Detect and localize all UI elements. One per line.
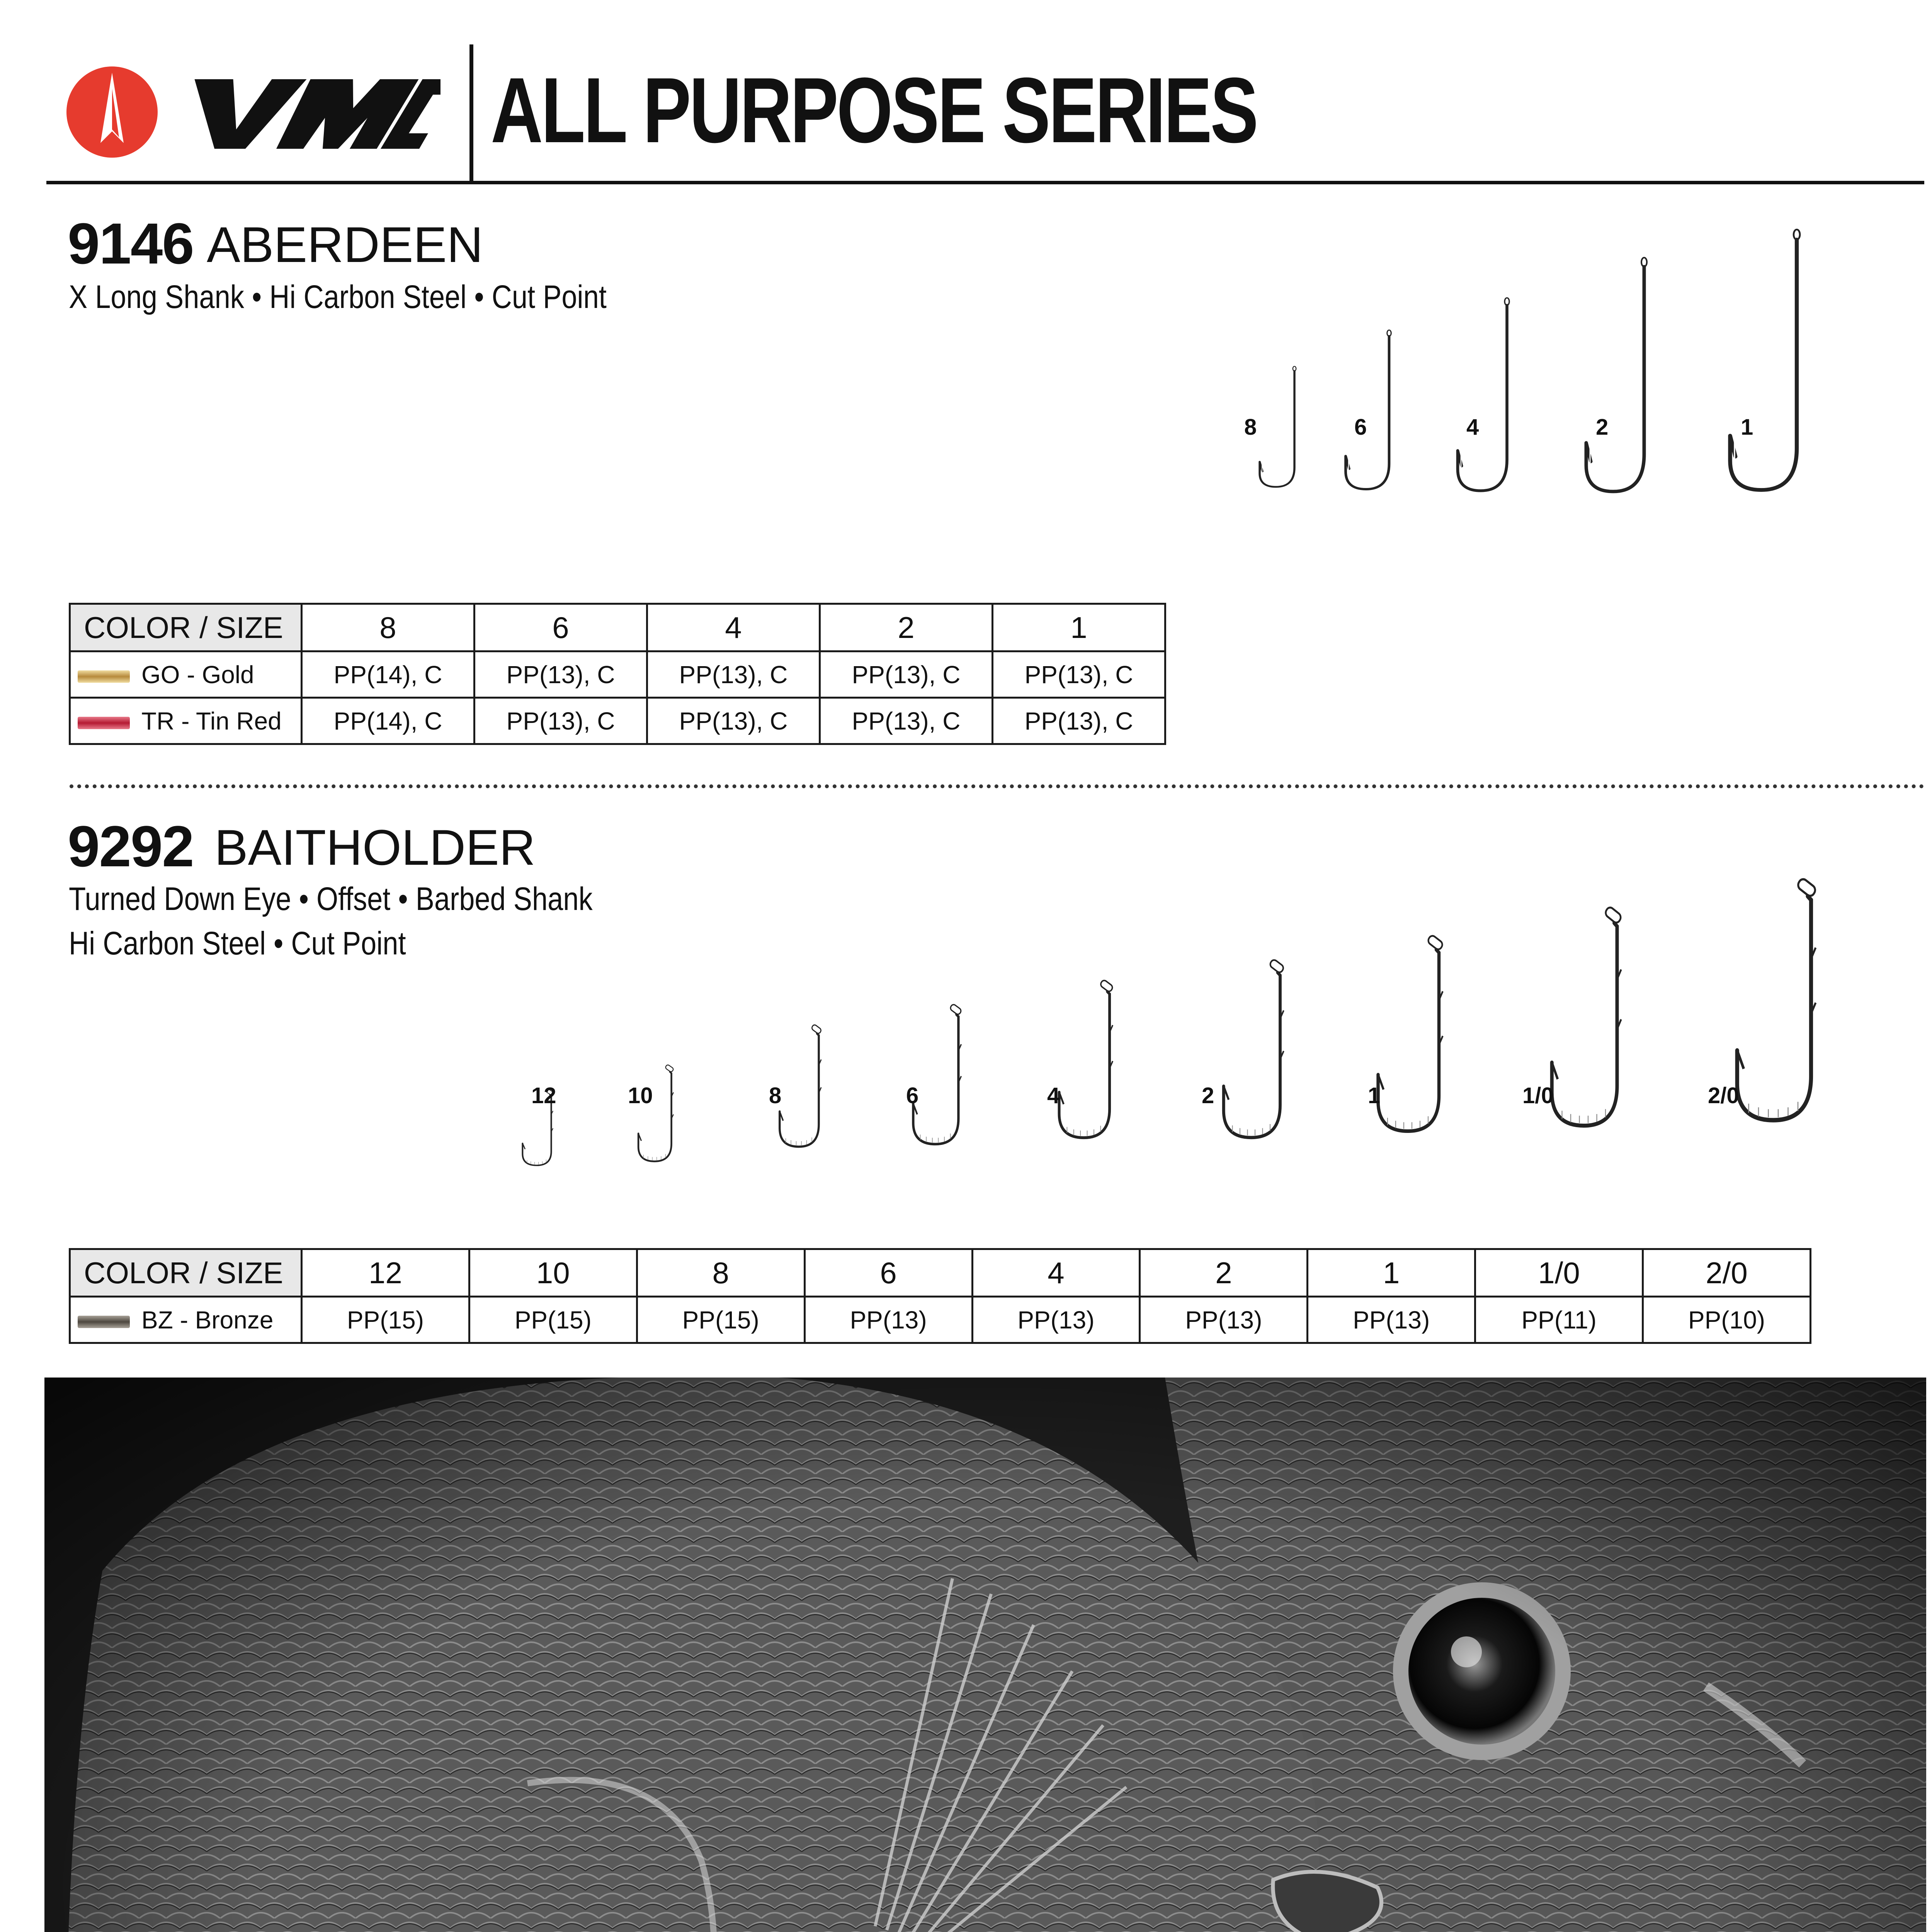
table-cell: PP(13), C [474, 651, 647, 698]
hook-size-10-icon [638, 1064, 674, 1161]
hook-size-label: 2 [1202, 1083, 1214, 1108]
color-label: BZ - Bronze [141, 1306, 274, 1334]
color-label: TR - Tin Red [141, 707, 282, 735]
hook-size-label: 6 [906, 1083, 919, 1108]
hook-size-label: 8 [1244, 415, 1257, 440]
table-cell: PP(15) [469, 1297, 637, 1343]
table-header-cell: COLOR / SIZE [70, 1249, 302, 1297]
table-header-row [70, 604, 1165, 651]
table-header-cell: 8 [637, 1249, 804, 1297]
table-cell: PP(13), C [993, 651, 1165, 698]
hook-size-2-icon [1586, 258, 1647, 492]
table-cell: PP(13) [972, 1297, 1140, 1343]
hook-size-label: 1 [1741, 415, 1753, 440]
table-row [70, 698, 1165, 744]
hook-size-label: 4 [1466, 415, 1479, 440]
series-title: ALL PURPOSE SERIES [491, 58, 1257, 162]
table-cell: PP(13) [1308, 1297, 1475, 1343]
table-header-cell: 2/0 [1643, 1249, 1811, 1297]
hook-size-4-icon [1458, 298, 1509, 491]
hook-size-label: 10 [628, 1083, 653, 1108]
hook-size-2-0-icon [1737, 877, 1817, 1120]
table-header-cell: 10 [469, 1249, 637, 1297]
table-cell: PP(10) [1643, 1297, 1811, 1343]
hook-size-label: 1/0 [1522, 1083, 1554, 1108]
aberdeen-spec-table [69, 603, 1166, 745]
bluegill-photo-illustration [44, 1378, 1926, 1932]
hook-size-label: 2/0 [1708, 1083, 1739, 1108]
fish-photo [44, 1378, 1926, 1932]
table-cell: PP(13), C [993, 698, 1165, 744]
hook-size-6-icon [913, 1003, 962, 1144]
table-header-cell: 8 [302, 604, 474, 651]
hook-size-1-0-icon [1552, 906, 1622, 1126]
color-cell [70, 698, 302, 744]
product-number: 9292 [68, 814, 194, 879]
color-cell [70, 651, 302, 698]
table-header-row [70, 1249, 1811, 1297]
header-divider [469, 44, 473, 182]
hook-size-6-icon [1346, 330, 1391, 489]
table-header-cell: 4 [647, 604, 820, 651]
baitholder-hook-illustrations [491, 877, 1843, 1217]
color-cell [70, 1297, 302, 1343]
table-cell: PP(13), C [820, 698, 993, 744]
table-cell: PP(11) [1475, 1297, 1643, 1343]
hook-size-label: 2 [1596, 415, 1609, 440]
table-cell: PP(13), C [820, 651, 993, 698]
table-cell: PP(14), C [302, 651, 474, 698]
product-features: X Long Shank • Hi Carbon Steel • Cut Point [69, 279, 607, 315]
table-cell: PP(15) [637, 1297, 804, 1343]
table-header-cell: COLOR / SIZE [70, 604, 302, 651]
vmc-logo-icon [66, 66, 158, 158]
hook-size-8-icon [1260, 366, 1296, 487]
hook-size-label: 12 [531, 1083, 556, 1108]
hook-size-4-icon [1059, 979, 1114, 1138]
table-header-cell: 6 [804, 1249, 972, 1297]
table-cell: PP(13), C [474, 698, 647, 744]
product-name: BAITHOLDER [214, 819, 536, 876]
hook-size-1-icon [1730, 230, 1800, 490]
section-divider [70, 784, 1924, 788]
vmc-wordmark-icon [170, 71, 440, 156]
table-cell: PP(14), C [302, 698, 474, 744]
page-header [0, 0, 1932, 185]
product-name: ABERDEEN [207, 216, 483, 273]
table-header-cell: 2 [1140, 1249, 1308, 1297]
hook-size-label: 6 [1354, 415, 1367, 440]
hook-size-1-icon [1378, 934, 1444, 1131]
table-header-cell: 4 [972, 1249, 1140, 1297]
color-swatch-icon [78, 1316, 130, 1328]
table-cell: PP(13), C [647, 698, 820, 744]
baitholder-spec-table [69, 1248, 1811, 1344]
aberdeen-hook-illustrations [1206, 224, 1839, 572]
table-row [70, 1297, 1811, 1343]
table-cell: PP(13) [804, 1297, 972, 1343]
product-features: Hi Carbon Steel • Cut Point [69, 925, 406, 961]
product-number: 9146 [68, 211, 194, 276]
table-header-cell: 6 [474, 604, 647, 651]
color-swatch-icon [78, 717, 130, 729]
table-cell: PP(13), C [647, 651, 820, 698]
table-cell: PP(13) [1140, 1297, 1308, 1343]
product-features: Turned Down Eye • Offset • Barbed Shank [69, 881, 593, 917]
color-label: GO - Gold [141, 660, 254, 689]
hook-size-label: 4 [1047, 1083, 1060, 1108]
color-swatch-icon [78, 670, 130, 683]
table-cell: PP(15) [302, 1297, 469, 1343]
hook-size-8-icon [780, 1024, 822, 1147]
table-header-cell: 1 [993, 604, 1165, 651]
table-header-cell: 12 [302, 1249, 469, 1297]
header-rule [46, 181, 1924, 184]
table-header-cell: 1 [1308, 1249, 1475, 1297]
table-row [70, 651, 1165, 698]
hook-size-label: 8 [769, 1083, 782, 1108]
hook-size-2-icon [1224, 959, 1285, 1138]
table-header-cell: 2 [820, 604, 993, 651]
table-header-cell: 1/0 [1475, 1249, 1643, 1297]
hook-size-label: 1 [1368, 1083, 1381, 1108]
